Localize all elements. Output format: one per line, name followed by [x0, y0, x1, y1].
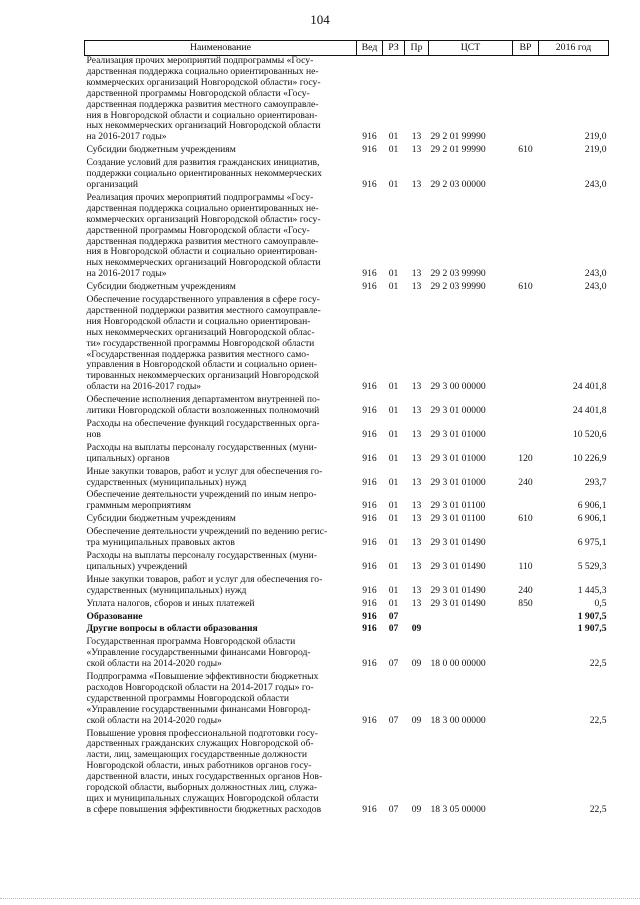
row-pr-cell: 13	[411, 476, 422, 488]
row-vr-cell	[513, 729, 539, 818]
row-rz-cell: 01	[388, 476, 399, 488]
row-vr-cell: 610	[518, 144, 533, 156]
row-amount-cell: 10 226,9	[572, 452, 607, 464]
row-vr-cell	[513, 419, 539, 443]
row-amount-cell: 219,0	[584, 131, 607, 143]
row-rz-cell: 07	[388, 658, 399, 670]
row-rz-cell: 01	[388, 178, 399, 190]
row-name-cell: Обеспечение деятельности учреждений по иным непро- граммным мероприятиям	[86, 489, 317, 512]
row-vr-cell	[513, 624, 539, 637]
row-ved-cell: 916	[362, 623, 377, 635]
row-rz-cell: 01	[388, 131, 399, 143]
row-ved-cell: 916	[362, 381, 377, 393]
row-rz-cell: 01	[388, 381, 399, 393]
row-ved-cell: 916	[362, 452, 377, 464]
row-cst-cell: 29 3 01 01000	[430, 476, 486, 488]
table-row	[85, 575, 609, 599]
row-amount-cell: 1 907,5	[577, 623, 607, 635]
row-pr-cell: 09	[411, 623, 422, 635]
row-vr-cell: 110	[518, 560, 533, 572]
row-ved-cell: 916	[362, 658, 377, 670]
header-pr: Пр	[405, 41, 429, 56]
row-vr-cell: 610	[518, 281, 533, 293]
row-name-cell: Расходы на выплаты персоналу государственных (муни- ципальных) органов	[86, 441, 317, 464]
row-rz-cell: 01	[388, 452, 399, 464]
row-cst-cell: 29 3 01 01000	[430, 428, 486, 440]
row-pr-cell: 09	[411, 803, 422, 815]
table-row	[85, 672, 609, 729]
row-amount-cell: 6 906,1	[577, 500, 607, 512]
header-vr: ВР	[513, 41, 539, 56]
table-row	[85, 551, 609, 575]
row-vr-cell: 120	[518, 452, 533, 464]
row-name-cell: Иные закупки товаров, работ и услуг для обеспечения го- сударственных (муниципальных) нужд	[86, 573, 323, 596]
row-ved-cell: 916	[362, 584, 377, 596]
row-rz-cell: 01	[388, 500, 399, 512]
row-amount-cell: 24 401,8	[572, 381, 607, 393]
row-amount-cell: 1 907,5	[577, 610, 607, 622]
row-amount-cell: 22,5	[589, 803, 607, 815]
row-ved-cell: 916	[362, 178, 377, 190]
row-rz-cell: 07	[388, 803, 399, 815]
row-ved-cell: 916	[362, 537, 377, 549]
row-ved-cell: 916	[362, 610, 377, 622]
row-rz-cell: 01	[388, 144, 399, 156]
row-vr-cell	[513, 56, 539, 146]
row-pr-cell: 13	[411, 513, 422, 525]
header-name: Наименование	[85, 41, 357, 56]
row-name-cell: Другие вопросы в области образования	[86, 623, 258, 635]
header-cst: ЦСТ	[429, 41, 513, 56]
row-name-cell: Повышение уровня профессиональной подготовки госу- дарственных гражданских служащих Новгородской об- ласти, лиц, замещающих государственные должности Новгородской области, иных работников органов госу- дарственной власти, иных государственных органов Нов- городской области, выборных должностных лиц, служа- щих и муниципальных служащих Новгородской области в сфере повышения эффективности бюджетных расходов	[86, 727, 323, 815]
row-name-cell: Расходы на обеспечение функций государственных орга- нов	[86, 418, 320, 440]
row-rz-cell: 01	[388, 537, 399, 549]
table-row	[85, 395, 609, 419]
row-amount-cell: 6 975,1	[577, 537, 607, 549]
row-vr-cell	[513, 637, 539, 672]
row-cst-cell: 29 2 03 99990	[430, 268, 486, 280]
row-name-cell: Подпрограмма «Повышение эффективности бюджетных расходов Новгородской области на 2014-2017 годы» го- сударственной программы Новгородской области «Управление государственными финансами Новгород- ской области на 2014-2020 годы»	[86, 671, 319, 726]
row-ved-cell: 916	[362, 268, 377, 280]
row-vr-cell: 240	[518, 476, 533, 488]
row-name-cell: Реализация прочих мероприятий подпрограммы «Госу- дарственная поддержка социально ориентированных не- коммерческих организаций Новгородской области» госу- дарственной программы Новгородской области «Госу- дарственная поддержка развития местного самоуправле- ния в Новгородской области и социально ориентирован- ных некоммерческих организаций Новгородской области на 2016-2017 годы»	[86, 191, 321, 280]
row-cst-cell: 29 3 01 01490	[430, 597, 486, 609]
row-ved-cell: 916	[362, 131, 377, 143]
row-ved-cell: 916	[362, 476, 377, 488]
row-amount-cell: 24 401,8	[572, 405, 607, 417]
row-cst-cell: 29 2 03 00000	[430, 178, 486, 190]
table-row	[85, 467, 609, 491]
row-vr-cell	[513, 158, 539, 193]
row-rz-cell: 01	[388, 281, 399, 293]
budget-table	[84, 40, 609, 818]
row-cst-cell: 29 2 03 99990	[430, 281, 486, 293]
row-name-cell: Обеспечение деятельности учреждений по ведению регис- тра муниципальных правовых актов	[86, 526, 328, 549]
row-pr-cell: 13	[411, 131, 422, 143]
row-cst-cell: 29 3 01 01490	[430, 537, 486, 549]
row-pr-cell: 13	[411, 381, 422, 393]
row-vr-cell	[513, 395, 539, 419]
header-year: 2016 год	[539, 41, 609, 56]
row-name-cell: Иные закупки товаров, работ и услуг для обеспечения го- сударственных (муниципальных) нужд	[86, 465, 323, 488]
table-row	[85, 490, 609, 514]
table-body	[85, 56, 609, 818]
header-rz: РЗ	[383, 41, 405, 56]
row-pr-cell: 13	[411, 281, 422, 293]
row-ved-cell: 916	[362, 428, 377, 440]
row-cst-cell: 18 3 05 00000	[430, 803, 486, 815]
row-vr-cell: 610	[518, 513, 533, 525]
table-row	[85, 56, 609, 146]
row-name-cell: Образование	[86, 610, 143, 622]
row-name-cell: Реализация прочих мероприятий подпрограммы «Госу- дарственная поддержка социально ориентированных не- коммерческих организаций Новгородской области» госу- дарственной программы Новгородской области «Госу- дарственная поддержка развития местного самоуправле- ния в Новгородской области и социально ориентирован- ных некоммерческих организаций Новгородской области на 2016-2017 годы»	[86, 55, 321, 143]
row-name-cell: Субсидии бюджетным учреждениям	[86, 281, 236, 293]
row-amount-cell: 22,5	[589, 714, 607, 726]
table-row	[85, 419, 609, 443]
row-rz-cell: 01	[388, 597, 399, 609]
row-rz-cell: 07	[388, 610, 399, 622]
row-name-cell: Создание условий для развития гражданских инициатив, поддержки социально ориентированных некоммерческих организаций	[86, 157, 322, 190]
row-ved-cell: 916	[362, 144, 377, 156]
row-rz-cell: 01	[388, 268, 399, 280]
row-amount-cell: 243,0	[584, 281, 607, 293]
row-vr-cell	[513, 612, 539, 625]
row-pr-cell: 09	[411, 658, 422, 670]
row-pr-cell: 13	[411, 597, 422, 609]
row-ved-cell: 916	[362, 714, 377, 726]
row-pr-cell: 13	[411, 560, 422, 572]
row-amount-cell: 6 906,1	[577, 513, 607, 525]
row-amount-cell: 219,0	[584, 144, 607, 156]
row-name-cell: Обеспечение исполнения департаментом внутренней по- литики Новгородской области возложенных полномочий	[86, 394, 320, 417]
row-name-cell: Обеспечение государственного управления в сфере госу- дарственной поддержки развития местного самоуправле- ния Новгородской области и социально ориентирован- ных некоммерческих организаций Новгородской облас- ти» государственной программы Новгородской области «Государственная поддержка развития местного само- управления в Новгородской области и социально ориен- тированных некоммерческих организаций Новгородской области на 2016-2017 годы»	[86, 294, 321, 393]
row-pr-cell: 13	[411, 405, 422, 417]
row-rz-cell: 07	[388, 623, 399, 635]
row-rz-cell: 01	[388, 405, 399, 417]
row-ved-cell: 916	[362, 281, 377, 293]
row-pr-cell: 13	[411, 537, 422, 549]
table-row	[85, 599, 609, 612]
row-vr-cell	[513, 490, 539, 514]
row-pr-cell: 13	[411, 178, 422, 190]
row-vr-cell	[513, 295, 539, 395]
table-row	[85, 443, 609, 467]
row-cst-cell: 29 3 01 01100	[430, 513, 486, 525]
row-ved-cell: 916	[362, 560, 377, 572]
table-row	[85, 193, 609, 282]
row-cst-cell: 29 3 01 00000	[430, 405, 486, 417]
row-amount-cell: 10 520,6	[572, 428, 607, 440]
row-name-cell: Субсидии бюджетным учреждениям	[86, 513, 236, 525]
row-ved-cell: 916	[362, 597, 377, 609]
row-ved-cell: 916	[362, 513, 377, 525]
row-cst-cell: 29 2 01 99990	[430, 131, 486, 143]
row-vr-cell: 850	[518, 597, 533, 609]
row-ved-cell: 916	[362, 803, 377, 815]
row-ved-cell: 916	[362, 500, 377, 512]
row-amount-cell: 0,5	[594, 597, 607, 609]
row-cst-cell: 29 3 01 01000	[430, 452, 486, 464]
page-number: 104	[310, 12, 330, 27]
row-vr-cell	[513, 672, 539, 729]
row-amount-cell: 5 529,3	[577, 560, 607, 572]
row-name-cell: Расходы на выплаты персоналу государственных (муни- ципальных) учреждений	[86, 549, 317, 572]
header-ved: Вед	[357, 41, 383, 56]
row-vr-cell: 240	[518, 584, 533, 596]
row-pr-cell: 09	[411, 714, 422, 726]
table-row	[85, 729, 609, 818]
row-pr-cell: 13	[411, 452, 422, 464]
row-cst-cell: 29 3 01 01490	[430, 584, 486, 596]
row-ved-cell: 916	[362, 405, 377, 417]
row-rz-cell: 01	[388, 584, 399, 596]
row-amount-cell: 22,5	[589, 658, 607, 670]
row-name-cell: Уплата налогов, сборов и иных платежей	[86, 597, 255, 609]
table-row	[85, 637, 609, 672]
row-cst-cell: 18 3 00 00000	[430, 714, 486, 726]
row-cst-cell: 29 3 00 00000	[430, 381, 486, 393]
row-pr-cell: 13	[411, 584, 422, 596]
row-pr-cell: 13	[411, 500, 422, 512]
row-amount-cell: 1 445,3	[577, 584, 607, 596]
row-name-cell: Субсидии бюджетным учреждениям	[86, 144, 236, 156]
row-cst-cell	[429, 624, 513, 637]
row-rz-cell: 07	[388, 714, 399, 726]
row-rz-cell: 01	[388, 428, 399, 440]
row-pr-cell: 13	[411, 144, 422, 156]
row-cst-cell	[429, 612, 513, 625]
row-cst-cell: 29 2 01 99990	[430, 144, 486, 156]
row-vr-cell	[513, 527, 539, 551]
row-amount-cell: 293,7	[584, 476, 607, 488]
row-rz-cell: 01	[388, 513, 399, 525]
row-name-cell: Государственная программа Новгородской области «Управление государственными финансами Новгород- ской области на 2014-2020 годы»	[86, 636, 311, 670]
row-vr-cell	[513, 193, 539, 282]
table-header-row	[85, 41, 609, 56]
row-pr-cell: 13	[411, 268, 422, 280]
row-pr-cell: 13	[411, 428, 422, 440]
table-row	[85, 158, 609, 193]
row-rz-cell: 01	[388, 560, 399, 572]
row-amount-cell: 243,0	[584, 178, 607, 190]
table-row	[85, 527, 609, 551]
row-cst-cell: 18 0 00 00000	[430, 658, 486, 670]
row-cst-cell: 29 3 01 01490	[430, 560, 486, 572]
row-cst-cell: 29 3 01 01100	[430, 500, 486, 512]
scan-artifact-line	[0, 898, 640, 900]
row-amount-cell: 243,0	[584, 268, 607, 280]
table-row	[85, 295, 609, 395]
